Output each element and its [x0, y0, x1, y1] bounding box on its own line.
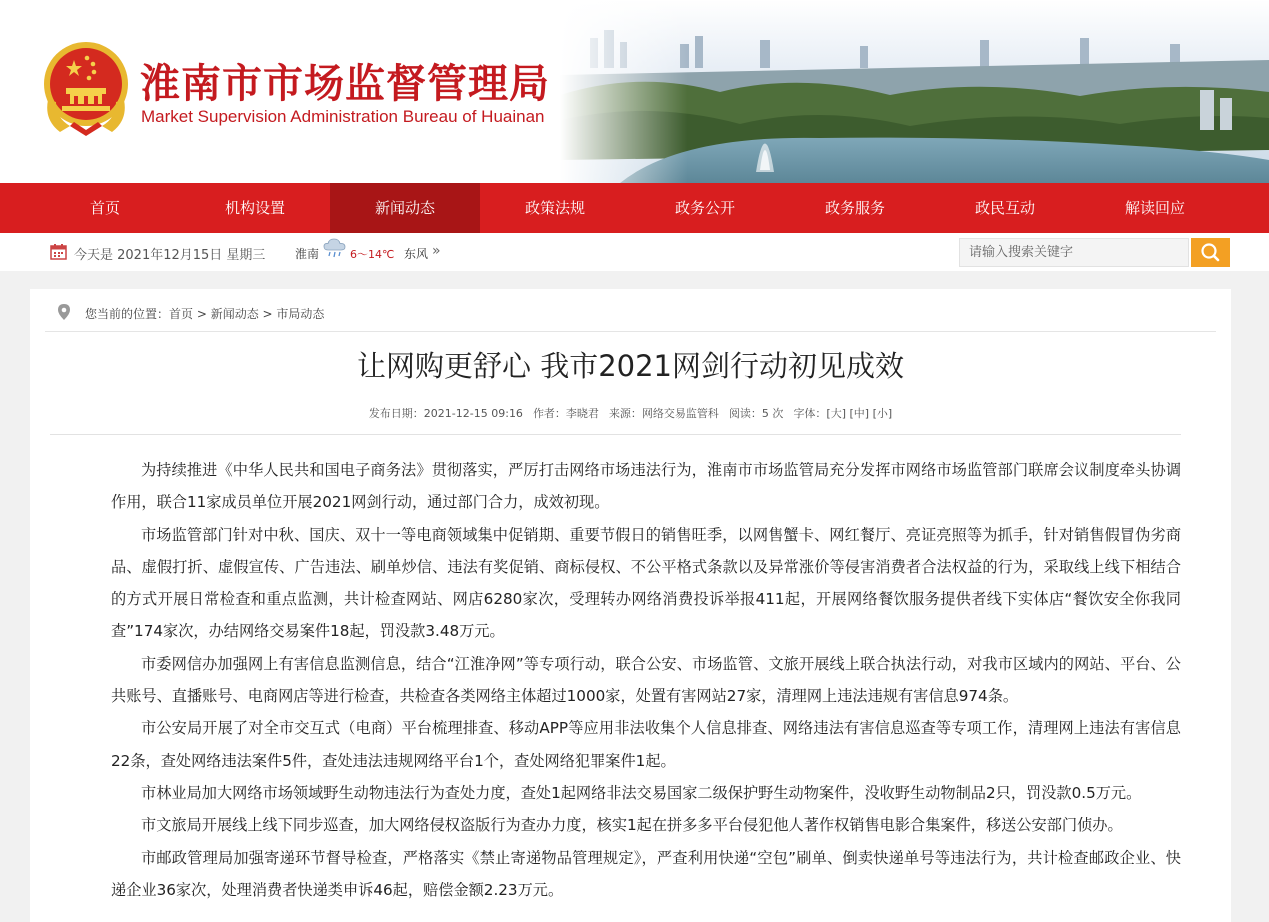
nav-item-gov-services[interactable]: 政务服务 [824, 199, 885, 217]
search-icon [1191, 238, 1230, 267]
calendar-icon [50, 243, 67, 260]
breadcrumb-news[interactable]: 新闻动态 [210, 307, 259, 321]
publish-date: 发布日期：2021-12-15 09:16 [368, 407, 523, 420]
search-input[interactable] [959, 238, 1189, 267]
nav-item-organization[interactable]: 机构设置 [224, 199, 285, 217]
view-count: 阅读：5 次 [728, 407, 784, 420]
article-paragraph: 市文旅局开展线上线下同步巡查，加大网络侵权盗版行为查办力度，核实1起在拼多多平台侵犯他人著作权销售电影合集案件，移送公安部门侦办。 [141, 816, 1123, 835]
main-nav [0, 183, 1269, 233]
article-body [111, 454, 1181, 906]
current-date: 今天是 2021年12月15日 星期三 [74, 248, 266, 263]
breadcrumb-separator: > [193, 307, 211, 321]
article-paragraph: 为持续推进《中华人民共和国电子商务法》贯彻落实，严厉打击网络市场违法行为，淮南市市场监管局充分发挥市网络市场监管部门联席会议制度牵头协调作用，联合11家成员单位开展2021网剑行动，通过部门合力，成效初现。 [111, 461, 1181, 512]
national-emblem-icon [40, 40, 132, 138]
breadcrumb-bureau-news[interactable]: 市局动态 [276, 307, 325, 321]
weather-temperature: 6～14℃ [350, 248, 395, 261]
weather-wind: 东风 [404, 247, 429, 261]
nav-item-home[interactable]: 首页 [89, 199, 120, 217]
location-pin-icon [58, 304, 70, 320]
article-paragraph: 市邮政管理局加强寄递环节督导检查，严格落实《禁止寄递物品管理规定》，严查利用快递“空包”刷单、倒卖快递单号等违法行为，共计检查邮政企业、快递企业36家次，处理消费者快递类申诉46起，赔偿金额2.23万元。 [111, 848, 1181, 899]
double-chevron-right-icon[interactable]: » [432, 243, 441, 259]
nav-item-news[interactable]: 新闻动态 [330, 183, 480, 233]
breadcrumb-trail [85, 305, 324, 322]
site-subtitle: Market Supervision Administration Bureau of Huainan [141, 107, 545, 126]
article-paragraph: 市场监管部门针对中秋、国庆、双十一等电商领域集中促销期、重要节假日的销售旺季，以网售蟹卡、网红餐厅、亮证亮照等为抓手，针对销售假冒伪劣商品、虚假打折、虚假宣传、广告违法、刷单炒信、违法有奖促销、商标侵权、不公平格式条款以及异常涨价等侵害消费者合法权益的行为，采取线上线下相结合的方式开展日常检查和重点监测，共计检查网站、网店6280家次，受理转办网络消费投诉举报411起，开展网络餐饮服务提供者线下实体店“餐饮安全你我同查”174家次，办结网络交易案件18起，罚没款3.48万元。 [111, 525, 1181, 641]
nav-item-policies[interactable]: 政策法规 [524, 199, 585, 217]
article-paragraph: 市委网信办加强网上有害信息监测信息，结合“江淮净网”等专项行动，联合公安、市场监管、文旅开展线上联合执法行动，对我市区域内的网站、平台、公共账号、直播账号、电商网店等进行检查，共检查各类网络主体超过1000家，处置有害网站27家，清理网上违法违规有害信息974条。 [111, 654, 1181, 706]
nav-item-interaction[interactable]: 政民互动 [974, 199, 1035, 217]
site-title: 淮南市市场监督管理局 [140, 61, 550, 107]
divider [50, 434, 1181, 435]
breadcrumb-separator: > [258, 307, 277, 321]
nav-item-gov-affairs[interactable]: 政务公开 [674, 199, 735, 217]
article-paragraph: 市公安局开展了对全市交互式（电商）平台梳理排查、移动APP等应用非法收集个人信息排查、网络违法有害信息巡查等专项工作，清理网上违法有害信息22条，查处网络违法案件5件，查处违法违规网络平台1个，查处网络犯罪案件1起。 [111, 719, 1181, 770]
breadcrumb-home[interactable]: 首页 [169, 307, 194, 321]
search-button[interactable] [1191, 238, 1230, 267]
article-title: 让网购更舒心 我市2021网剑行动初见成效 [356, 349, 905, 383]
rain-cloud-icon [322, 237, 348, 261]
breadcrumb [45, 289, 1216, 332]
breadcrumb-prefix: 您当前的位置： [85, 307, 170, 321]
article-paragraph: 市林业局加大网络市场领域野生动物违法行为查处力度，查处1起网络非法交易国家二级保护野生动物案件，没收野生动物制品2只，罚没款0.5万元。 [141, 783, 1142, 802]
header-banner [0, 0, 1269, 183]
article-source: 来源：网络交易监管科 [608, 407, 719, 420]
weather-city: 淮南 [295, 247, 320, 261]
article-panel [30, 289, 1231, 922]
city-lake-photo [560, 0, 1269, 183]
nav-item-interpretation[interactable]: 解读回应 [1124, 199, 1185, 217]
article-author: 作者：李晓君 [532, 407, 599, 420]
font-size-controls[interactable]: 字体：[大] [中] [小] [793, 407, 893, 420]
article-meta [30, 405, 1231, 421]
info-bar [0, 233, 1269, 271]
